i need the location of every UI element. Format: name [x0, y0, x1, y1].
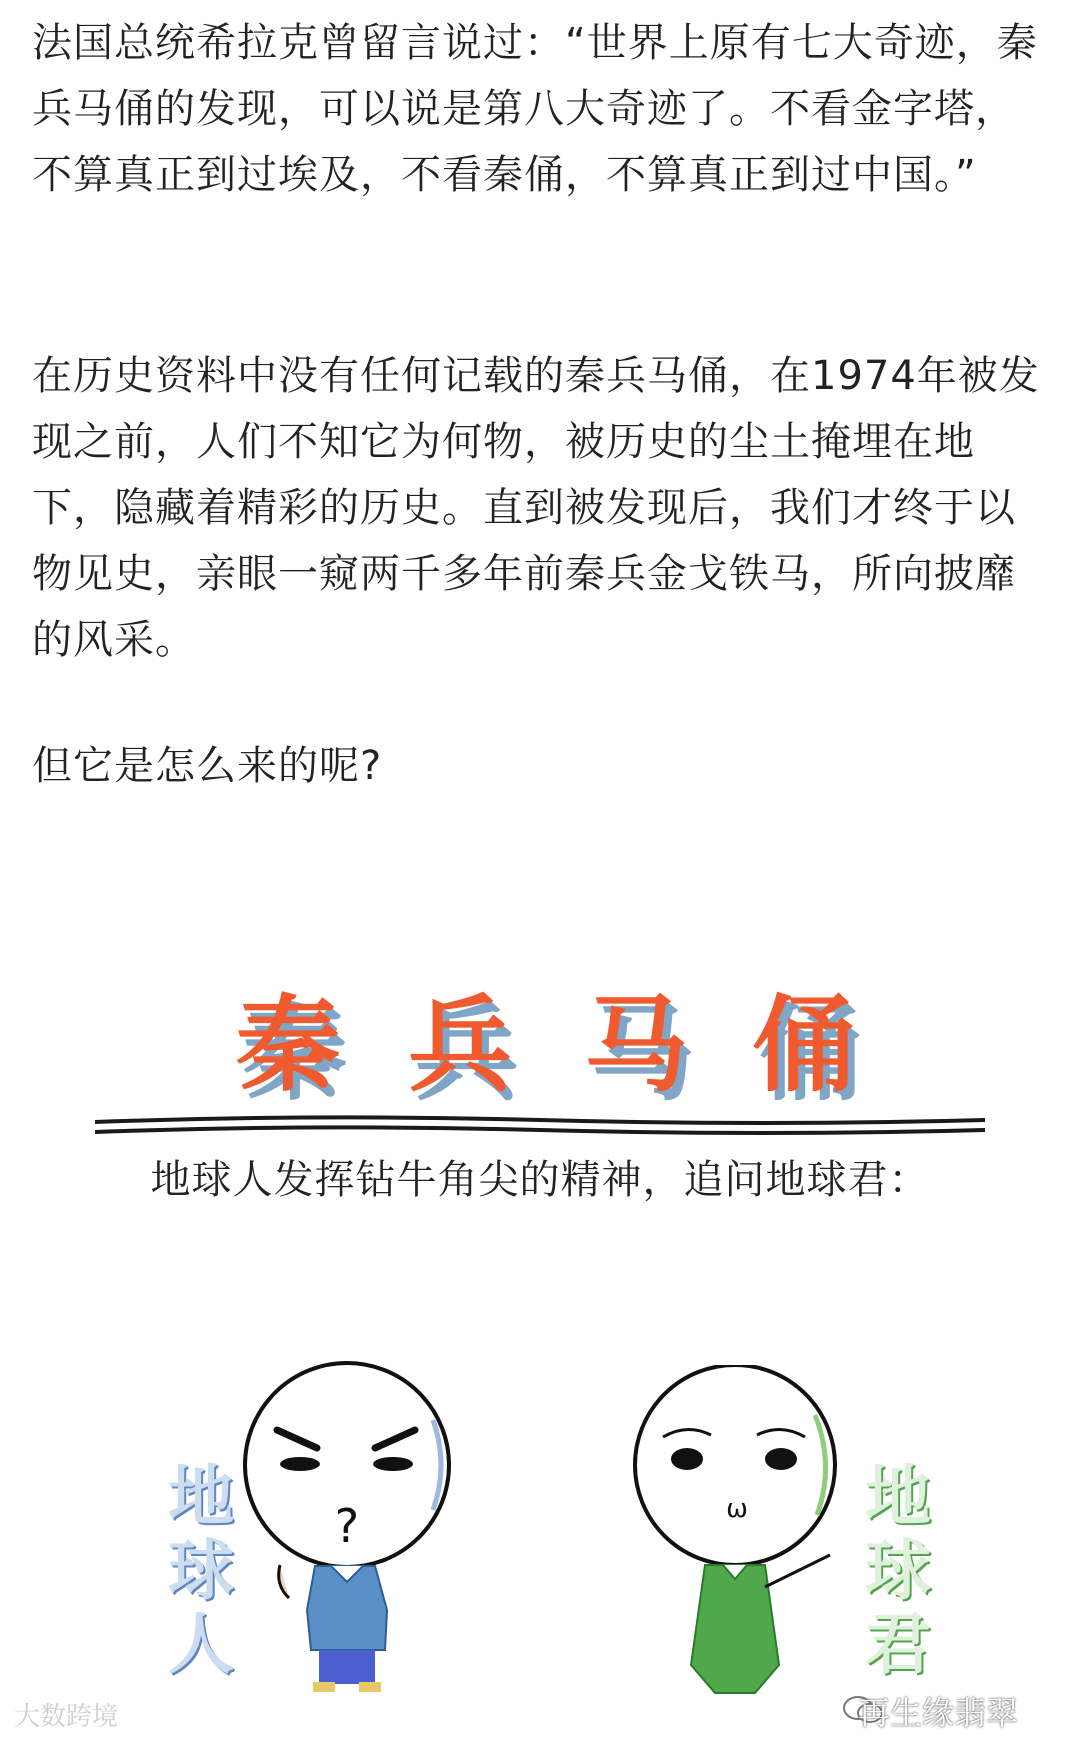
- earthling-figure: [235, 1360, 465, 1700]
- earthling-label-char: 人: [168, 1606, 234, 1683]
- svg-text:ω: ω: [726, 1494, 748, 1524]
- paragraph-question: 但它是怎么来的呢?: [32, 743, 383, 789]
- earth-label-char: 球: [865, 1532, 931, 1609]
- earthling-label-char: 球: [168, 1532, 234, 1609]
- wavy-divider: [95, 1112, 985, 1146]
- title-char-4: 俑: [752, 984, 857, 1106]
- earthling-label-char: 地: [168, 1458, 234, 1535]
- paragraph-chirac-quote: 法国总统希拉克曾留言说过：“世界上原有七大奇迹，秦兵马俑的发现，可以说是第八大奇迹了。不看金字塔，不算真正到过埃及，不看秦俑，不算真正到过中国。”: [32, 20, 1038, 198]
- earthling-label: [168, 1460, 234, 1682]
- paragraph-history: 在历史资料中没有任何记载的秦兵马俑，在1974年被发现之前，人们不知它为何物，被历史的尘土掩埋在地下，隐藏着精彩的历史。直到被发现后，我们才终于以物见史，亲眼一窥两千多年前秦兵金戈铁马，所向披靡的风采。: [32, 353, 1040, 663]
- illustration-subtitle: 地球人发挥钻牛角尖的精神，追问地球君：: [150, 1157, 930, 1203]
- watermark-left: 大数跨境: [14, 1702, 119, 1732]
- watermark-right: 再生缘翡翠: [858, 1694, 1019, 1732]
- title-char-1: 秦: [236, 984, 341, 1106]
- illustration-title: [0, 985, 1080, 1105]
- earth-label-char: 地: [865, 1458, 931, 1535]
- earth-label: [865, 1460, 931, 1682]
- title-char-3: 马: [584, 984, 689, 1106]
- svg-text:?: ?: [334, 1499, 360, 1553]
- earth-label-char: 君: [865, 1606, 931, 1683]
- earth-figure: [625, 1365, 865, 1700]
- title-char-2: 兵: [408, 984, 513, 1106]
